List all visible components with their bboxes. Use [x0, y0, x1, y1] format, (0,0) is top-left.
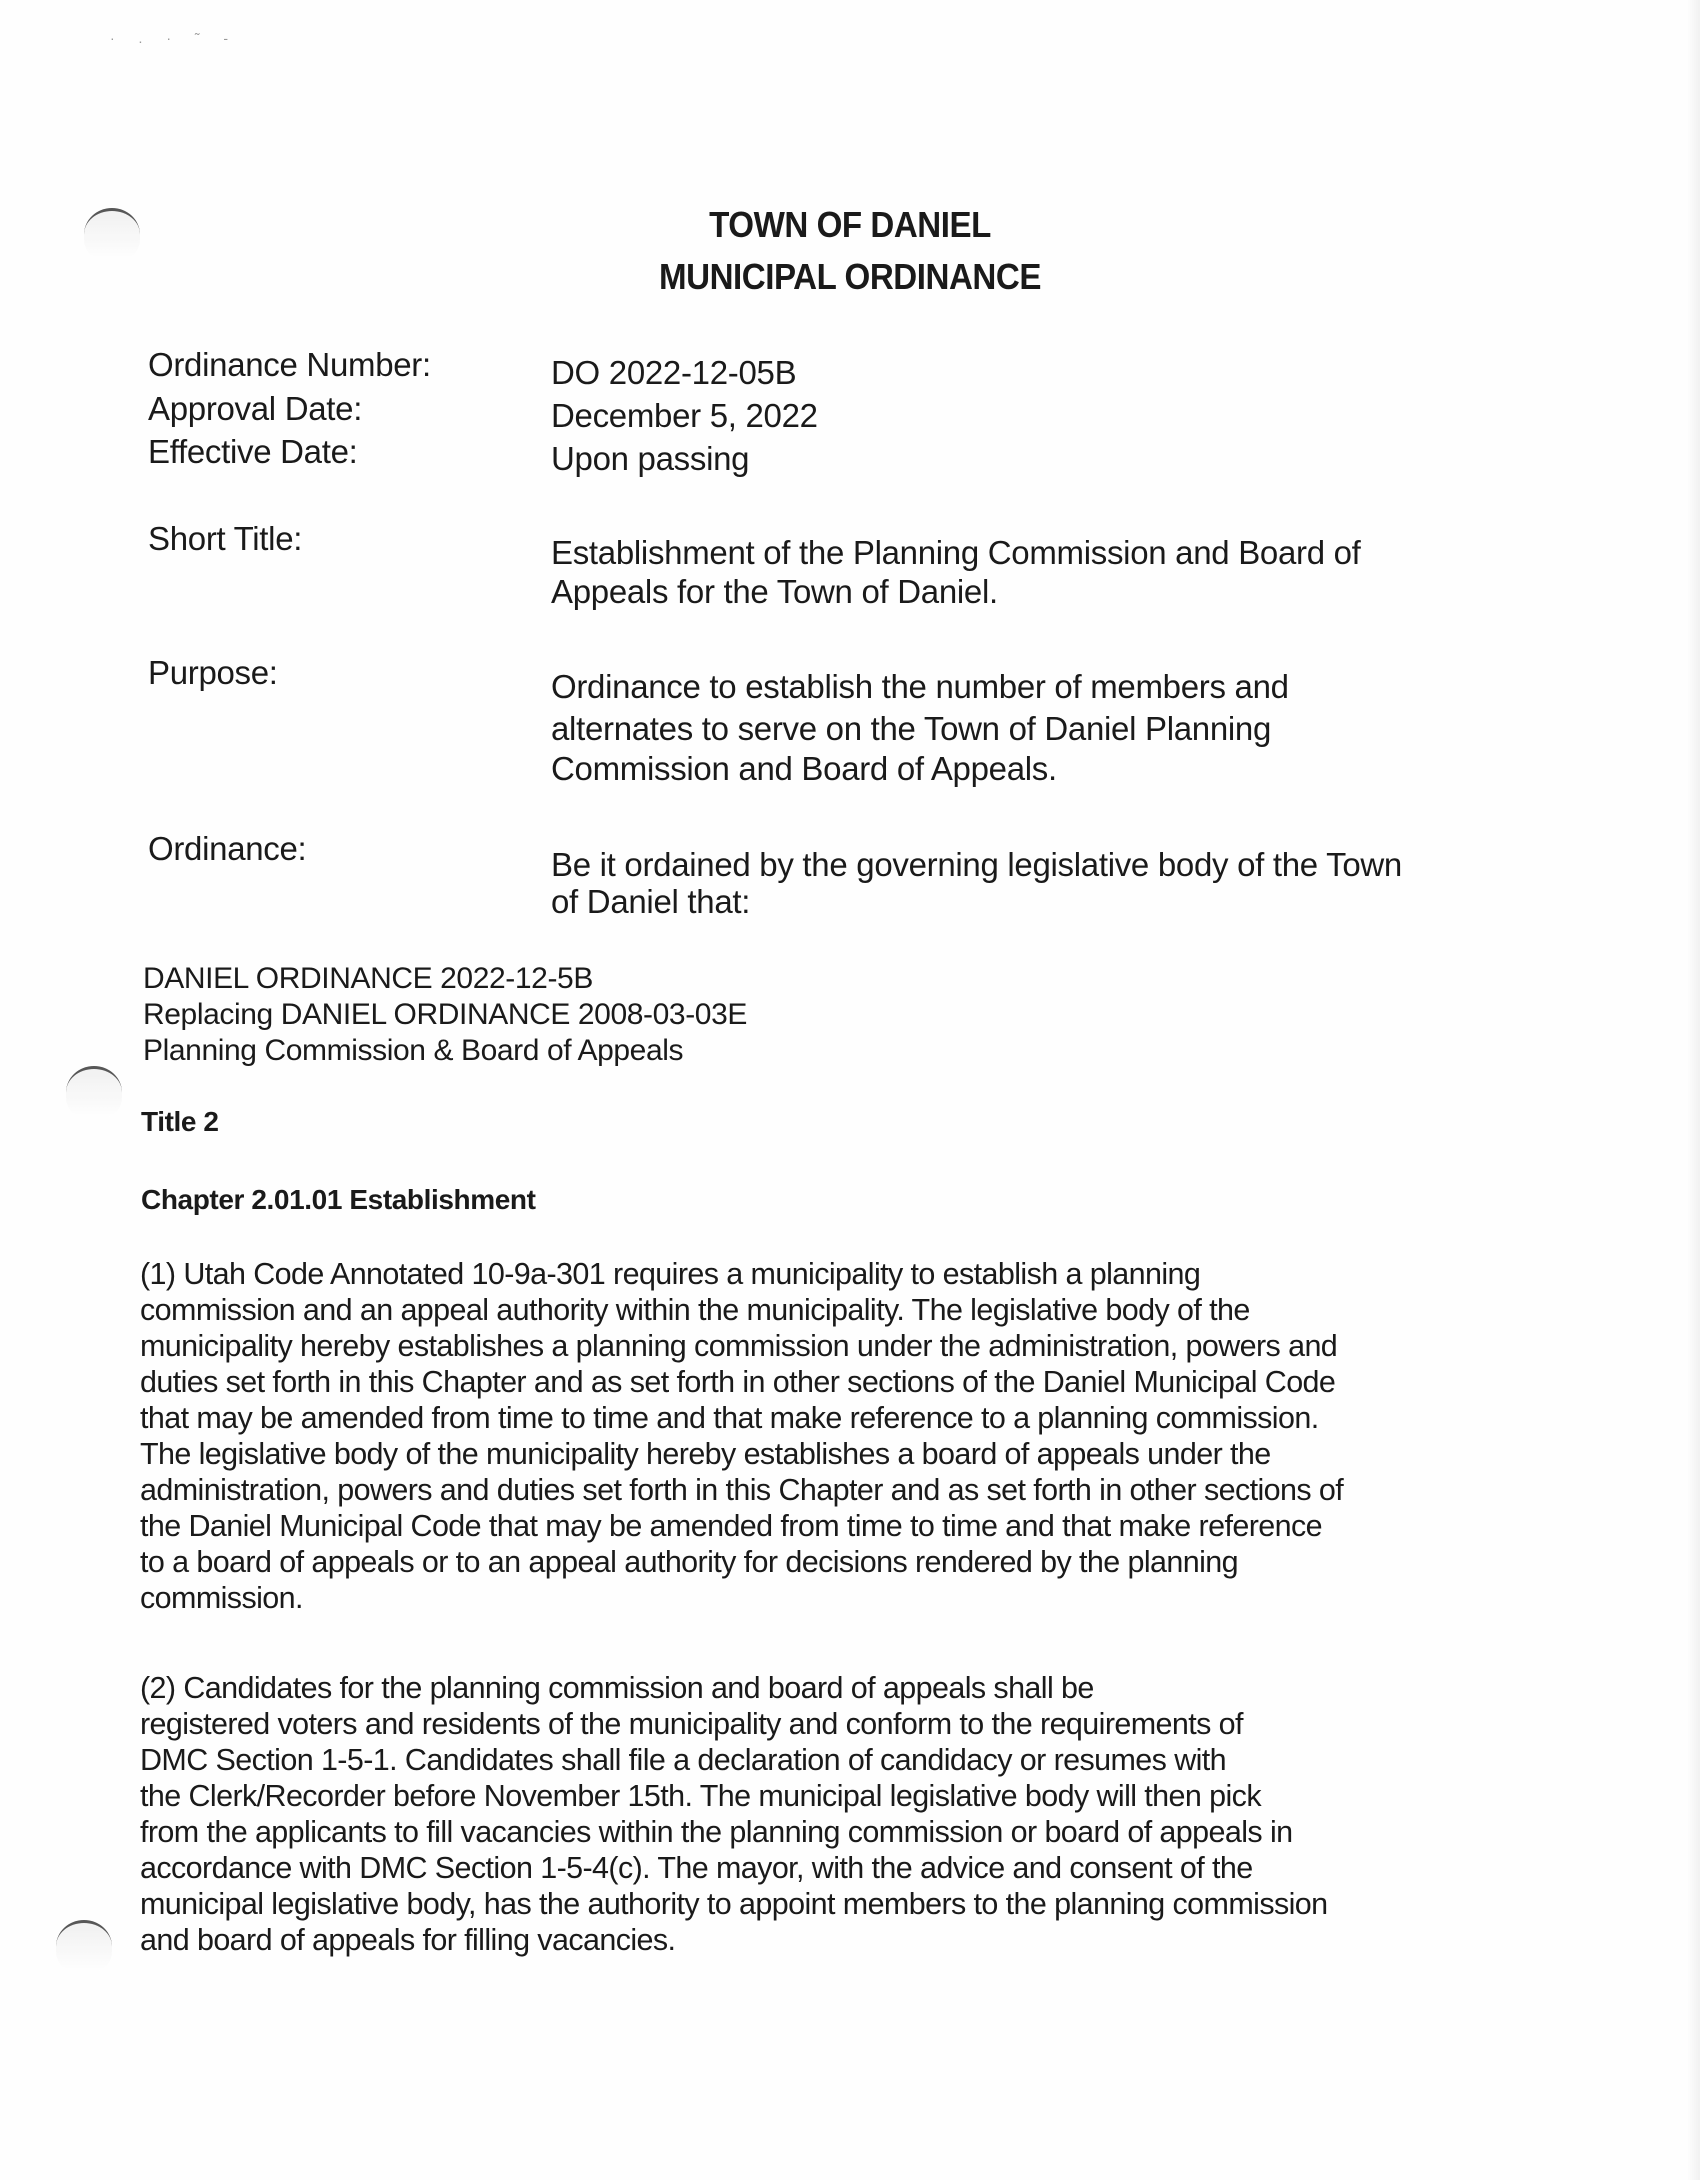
paragraph-line: the Daniel Municipal Code that may be amended from time to time and that make reference — [140, 1509, 1322, 1543]
approval-date-value: December 5, 2022 — [551, 397, 818, 434]
effective-date-value: Upon passing — [551, 440, 750, 477]
paragraph-line: and board of appeals for filling vacancies. — [140, 1923, 676, 1957]
scan-edge-shadow — [1686, 0, 1700, 2180]
paragraph-line: municipality hereby establishes a planning commission under the administration, powers and — [140, 1329, 1338, 1363]
document-title-line1: TOWN OF DANIEL — [709, 204, 991, 245]
paragraph-line: (1) Utah Code Annotated 10-9a-301 requires a municipality to establish a planning — [140, 1257, 1201, 1291]
paragraph-line: municipal legislative body, has the authority to appoint members to the planning commission — [140, 1887, 1328, 1921]
paragraph-line: the Clerk/Recorder before November 15th. The municipal legislative body will then pick — [140, 1779, 1261, 1813]
paragraph-line: registered voters and residents of the municipality and conform to the requirements of — [140, 1707, 1243, 1741]
short-title-label: Short Title: — [148, 520, 303, 557]
paragraph-line: accordance with DMC Section 1-5-4(c). The mayor, with the advice and consent of the — [140, 1851, 1253, 1885]
chapter-heading: Chapter 2.01.01 Establishment — [141, 1184, 536, 1215]
ordinance-number-label: Ordinance Number: — [148, 346, 431, 383]
title-heading: Title 2 — [141, 1106, 219, 1137]
ordinance-header-line: DANIEL ORDINANCE 2022-12-5B — [143, 962, 593, 995]
paragraph-line: duties set forth in this Chapter and as set forth in other sections of the Daniel Municipal Code — [140, 1365, 1336, 1399]
paragraph-line: administration, powers and duties set forth in this Chapter and as set forth in other sections of — [140, 1473, 1344, 1507]
paragraph-line: commission and an appeal authority within the municipality. The legislative body of the — [140, 1293, 1250, 1327]
punch-hole-icon — [66, 1066, 122, 1119]
paragraph-line: that may be amended from time to time and that make reference to a planning commission. — [140, 1401, 1319, 1435]
ordinance-line: of Daniel that: — [551, 883, 751, 920]
purpose-line: Ordinance to establish the number of members and — [551, 668, 1289, 705]
paragraph-line: from the applicants to fill vacancies within the planning commission or board of appeals in — [140, 1815, 1293, 1849]
paragraph-line: DMC Section 1-5-1. Candidates shall file a declaration of candidacy or resumes with — [140, 1743, 1227, 1777]
short-title-line: Establishment of the Planning Commission and Board of — [551, 534, 1361, 571]
ordinance-header-line: Planning Commission & Board of Appeals — [143, 1034, 684, 1067]
ordinance-label: Ordinance: — [148, 830, 307, 867]
paragraph-2 — [140, 1670, 1560, 1958]
punch-hole-icon — [56, 1920, 112, 1973]
effective-date-label: Effective Date: — [148, 433, 358, 470]
ordinance-line: Be it ordained by the governing legislative body of the Town — [551, 846, 1402, 883]
document-title-line2: MUNICIPAL ORDINANCE — [659, 256, 1041, 297]
purpose-line: alternates to serve on the Town of Daniel Planning — [551, 710, 1272, 747]
paragraph-line: commission. — [140, 1581, 303, 1615]
ordinance-header-line: Replacing DANIEL ORDINANCE 2008-03-03E — [143, 998, 747, 1031]
paragraph-1 — [140, 1256, 1560, 1616]
paragraph-line: (2) Candidates for the planning commission and board of appeals shall be — [140, 1671, 1094, 1705]
purpose-label: Purpose: — [148, 654, 278, 691]
scan-specks: · . · ˜ - — [110, 30, 239, 46]
ordinance-number-value: DO 2022-12-05B — [551, 354, 797, 391]
short-title-line: Appeals for the Town of Daniel. — [551, 573, 998, 610]
paragraph-line: The legislative body of the municipality hereby establishes a board of appeals under the — [140, 1437, 1271, 1471]
approval-date-label: Approval Date: — [148, 390, 363, 427]
paragraph-line: to a board of appeals or to an appeal authority for decisions rendered by the planning — [140, 1545, 1239, 1579]
purpose-line: Commission and Board of Appeals. — [551, 750, 1057, 787]
